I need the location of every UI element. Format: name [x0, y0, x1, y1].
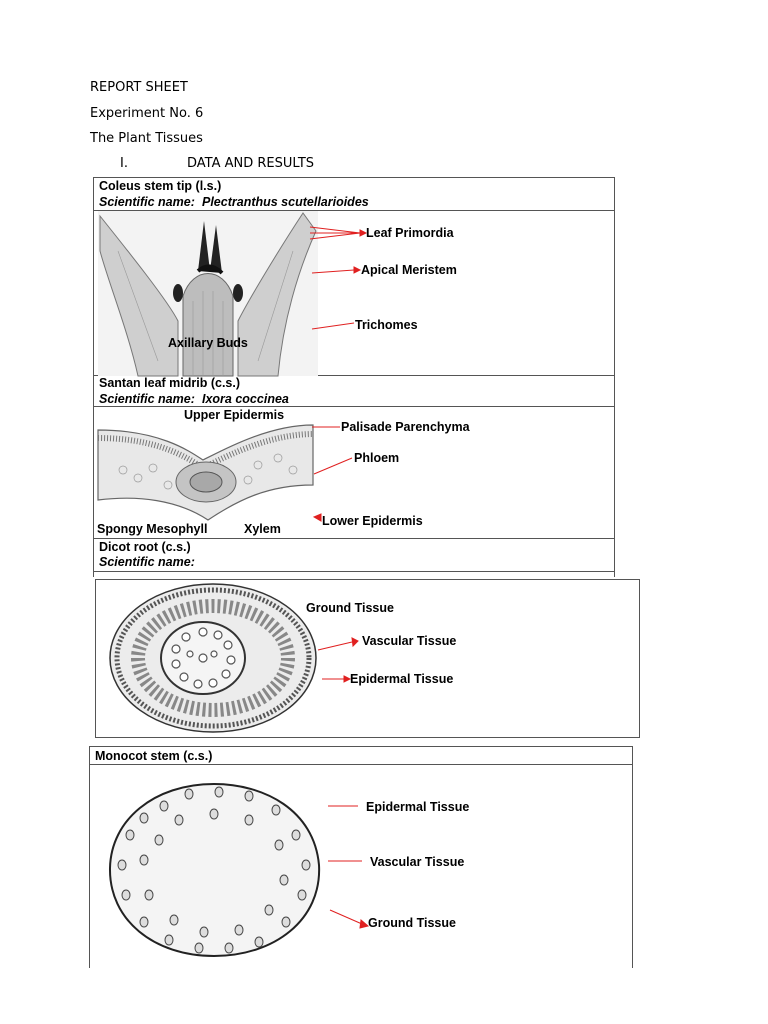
coleus-sci-value: Plectranthus scutellarioides	[202, 195, 369, 209]
report-sheet-heading: REPORT SHEET	[90, 80, 188, 95]
coleus-stem-tip-image	[98, 211, 318, 376]
dicot-ground-tissue-label: Ground Tissue	[306, 601, 394, 615]
upper-epidermis-label: Upper Epidermis	[184, 408, 285, 422]
dicot-vascular-tissue-label: Vascular Tissue	[362, 634, 457, 648]
monocot-stem-image	[104, 780, 324, 960]
lower-epidermis-label: Lower Epidermis	[322, 514, 423, 528]
dicot-sci-label: Scientific name:	[99, 555, 195, 569]
experiment-title: The Plant Tissues	[90, 131, 203, 146]
santan-title: Santan leaf midrib (c.s.)	[99, 376, 241, 390]
monocot-ground-tissue-label: Ground Tissue	[368, 916, 456, 930]
phloem-label: Phloem	[354, 451, 400, 465]
apical-meristem-label: Apical Meristem	[361, 263, 457, 277]
monocot-title: Monocot stem (c.s.)	[95, 749, 213, 763]
santan-arrows	[312, 420, 352, 520]
experiment-number: Experiment No. 6	[90, 106, 204, 121]
palisade-parenchyma-label: Palisade Parenchyma	[341, 420, 470, 434]
santan-midrib-image	[98, 420, 313, 520]
xylem-label: Xylem	[244, 522, 281, 536]
monocot-epidermal-tissue-label: Epidermal Tissue	[366, 800, 470, 814]
axillary-buds-label: Axillary Buds	[168, 336, 248, 350]
coleus-sci-label: Scientific name:	[99, 195, 195, 209]
coleus-title: Coleus stem tip (l.s.)	[99, 179, 222, 193]
dicot-epidermal-tissue-label: Epidermal Tissue	[350, 672, 454, 686]
trichomes-label: Trichomes	[355, 318, 418, 332]
dicot-root-image	[108, 582, 318, 734]
leaf-primordia-label: Leaf Primordia	[366, 226, 454, 240]
dicot-title: Dicot root (c.s.)	[99, 540, 191, 554]
spongy-mesophyll-label: Spongy Mesophyll	[97, 522, 208, 536]
monocot-arrows	[326, 800, 371, 930]
section-number: I.	[120, 156, 128, 171]
santan-sci-label: Scientific name:	[99, 392, 195, 406]
section-title: DATA AND RESULTS	[187, 156, 315, 171]
monocot-vascular-tissue-label: Vascular Tissue	[370, 855, 465, 869]
santan-sci-value: Ixora coccinea	[202, 392, 289, 406]
